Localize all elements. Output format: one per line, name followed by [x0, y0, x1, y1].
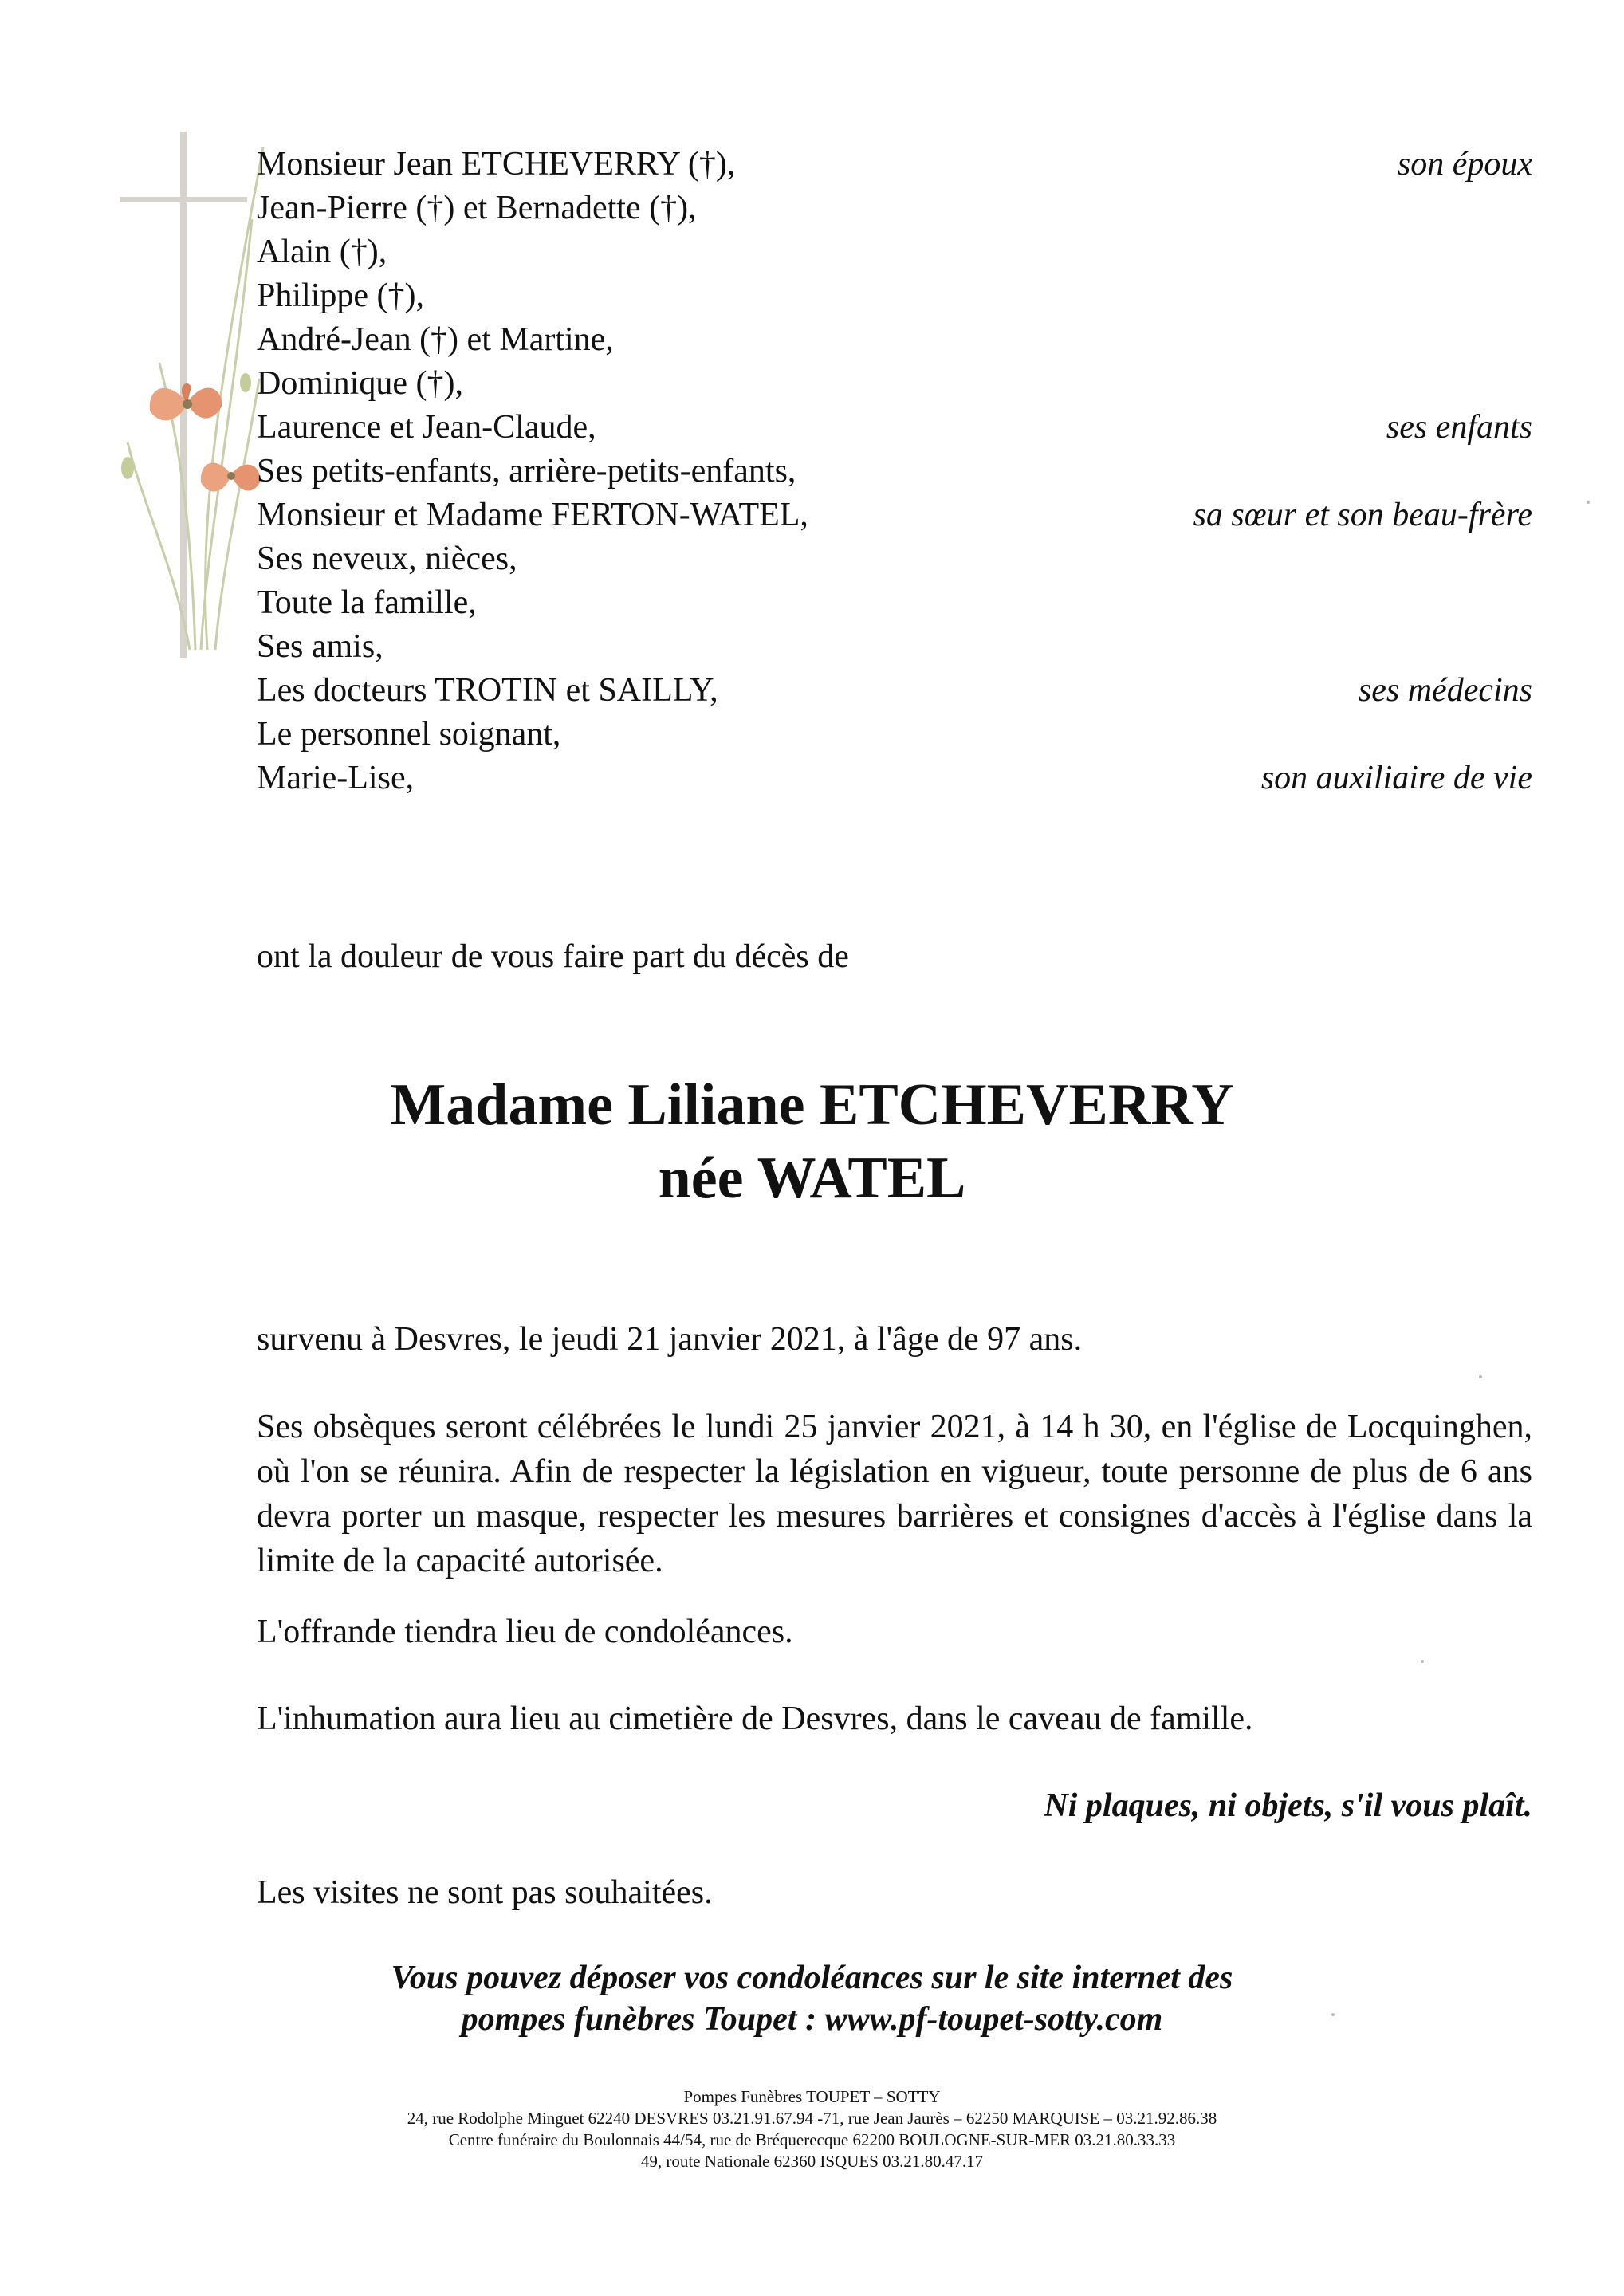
family-row [257, 580, 1532, 625]
family-row [257, 449, 1532, 493]
scan-speck [1479, 1375, 1482, 1378]
family-member-name: Le personnel soignant, [257, 716, 561, 753]
family-member-name: Alain (†), [257, 234, 387, 270]
family-member-relation: son époux [1397, 146, 1532, 183]
deceased-maiden-name: née WATEL [658, 1146, 966, 1211]
family-member-name: André-Jean (†) et Martine, [257, 321, 614, 358]
family-row [257, 405, 1532, 450]
death-info-text: survenu à Desvres, le jeudi 21 janvier 2021, à l'âge de 97 ans. [257, 1321, 1083, 1358]
scan-speck [1421, 1660, 1424, 1663]
family-row [257, 361, 1532, 406]
family-member-name: Monsieur et Madame FERTON-WATEL, [257, 497, 808, 533]
footer-address-3: 49, route Nationale 62360 ISQUES 03.21.80.47.17 [640, 2152, 984, 2171]
scan-speck [1331, 2013, 1335, 2016]
family-row [257, 317, 1532, 362]
family-member-name: Marie-Lise, [257, 760, 415, 796]
family-row [257, 142, 1532, 187]
family-row [257, 537, 1532, 581]
family-row [257, 712, 1532, 757]
family-member-name: Ses amis, [257, 628, 383, 665]
family-member-name: Philippe (†), [257, 277, 424, 314]
no-plaques-text: Ni plaques, ni objets, s'il vous plaît. [1044, 1787, 1532, 1824]
footer-address-1: 24, rue Rodolphe Minguet 62240 DESVRES 03.21.91.67.94 -71, rue Jean Jaurès – 62250 MARQUISE – 03.21.92.86.38 [407, 2109, 1217, 2128]
deceased-name: Madame Liliane ETCHEVERRY [390, 1072, 1234, 1138]
family-row [257, 756, 1532, 800]
condolences-line-1: Vous pouvez déposer vos condoléances sur le site internet des [391, 1960, 1233, 1996]
cross-poppy-illustration [112, 124, 271, 666]
poppy-flower-icon [201, 463, 260, 492]
family-row [257, 624, 1532, 669]
family-member-name: Ses petits-enfants, arrière-petits-enfants, [257, 453, 796, 489]
footer-address-2: Centre funéraire du Boulonnais 44/54, rue de Bréquerecque 62200 BOULOGNE-SUR-MER 03.21.80.33.33 [448, 2130, 1176, 2149]
condolences-line-2: pompes funèbres Toupet : www.pf-toupet-sotty.com [461, 2001, 1163, 2038]
family-member-relation: sa sœur et son beau-frère [1193, 497, 1532, 533]
family-row [257, 186, 1532, 230]
family-member-name: Dominique (†), [257, 365, 463, 402]
announcement-text: ont la douleur de vous faire part du décès de [257, 938, 849, 975]
family-member-relation: son auxiliaire de vie [1260, 760, 1532, 796]
burial-text: L'inhumation aura lieu au cimetière de Desvres, dans le caveau de famille. [257, 1700, 1253, 1737]
funeral-text: Ses obsèques seront célébrées le lundi 25 janvier 2021, à 14 h 30, en l'église de Locquinghen, où l'on se réunira. Afin de respecter la législation en vigueur, toute personne de plus de 6 ans devra porter un masque, respecter les mesures barrières et consignes d'accès à l'église dans la limite de la capacité autorisée. [257, 1409, 1532, 1579]
offering-text: L'offrande tiendra lieu de condoléances. [257, 1614, 793, 1650]
family-member-relation: ses médecins [1358, 672, 1532, 709]
family-member-name: Toute la famille, [257, 584, 477, 621]
family-row [257, 493, 1532, 537]
scan-speck [1587, 501, 1590, 504]
family-row [257, 273, 1532, 318]
family-member-name: Les docteurs TROTIN et SAILLY, [257, 672, 718, 709]
family-row [257, 230, 1532, 274]
family-member-name: Jean-Pierre (†) et Bernadette (†), [257, 190, 697, 226]
family-row [257, 668, 1532, 713]
footer-company: Pompes Funèbres TOUPET – SOTTY [683, 2087, 941, 2106]
family-member-relation: ses enfants [1386, 409, 1532, 446]
family-member-name: Monsieur Jean ETCHEVERRY (†), [257, 146, 736, 183]
family-member-name: Laurence et Jean-Claude, [257, 409, 596, 446]
no-visits-text: Les visites ne sont pas souhaitées. [257, 1874, 713, 1911]
family-member-name: Ses neveux, nièces, [257, 541, 517, 577]
